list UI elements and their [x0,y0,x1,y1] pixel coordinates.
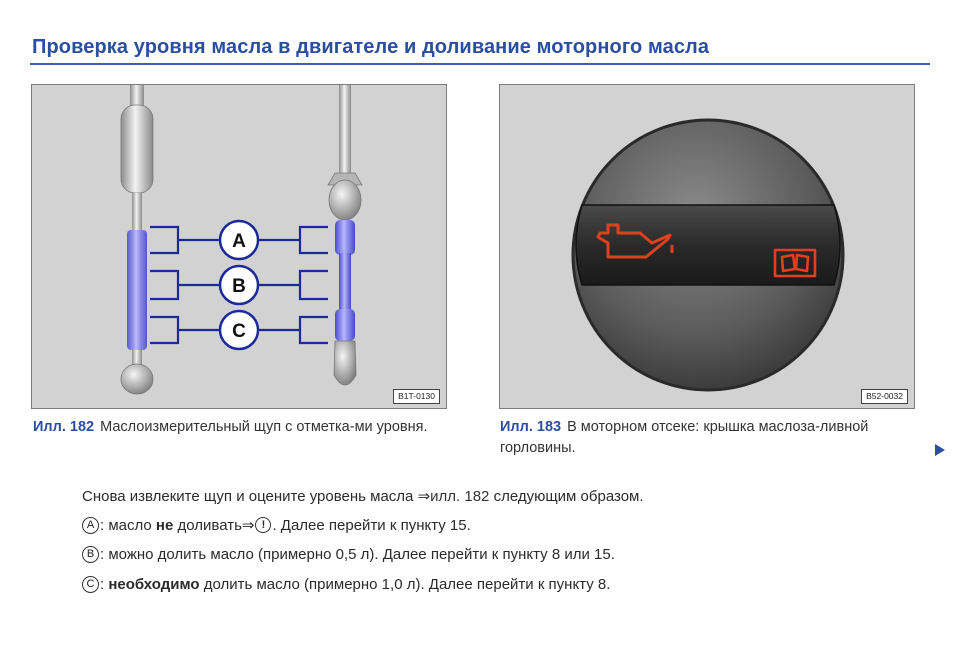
item-c-bold: необходимо [108,576,200,593]
continue-arrow-icon [935,444,945,456]
instruction-item-b [82,546,615,563]
intro-text: Снова извлеките щуп и оцените уровень масла [82,488,418,505]
figure-183-caption [500,417,930,459]
reference-arrow-icon: ⇒ [417,488,431,505]
instruction-item-a [82,516,471,534]
oil-cap-illustration [500,85,915,409]
figure-182-number: Илл. 182 [33,419,95,435]
title-underline [30,63,930,65]
item-c-text: долить масло (примерно 1,0 л). Далее перейти к пункту 8. [199,576,611,593]
mark-b-badge: B [82,546,99,563]
item-a-text-2: доливать [173,516,242,534]
right-dipstick [328,85,362,385]
reference-arrow-icon: ⇒ [241,517,255,534]
level-mark-c-label: C [232,321,246,342]
item-a-text: : масло [100,516,156,534]
instruction-item-c [82,576,610,593]
warning-icon[interactable]: ! [255,517,271,533]
item-a-bold: не [155,516,174,534]
mark-c-badge: C [82,576,99,593]
dipstick-illustration [32,85,447,409]
item-c-separator: : [100,576,109,593]
figure-oil-cap [499,84,915,409]
right-level-brackets [258,227,328,343]
level-mark-a-label: A [232,231,246,252]
cap-grip [576,205,840,285]
figure-182-caption-text: Маслоизмерительный щуп с отметка-ми уровня. [100,419,428,435]
figure-182-caption [33,417,458,438]
mark-a-badge: A [82,517,99,534]
figure-code: B1T-0130 [393,389,440,404]
item-a-tail: . Далее перейти к пункту 15. [272,516,471,534]
figure-code: B52-0032 [861,389,908,404]
left-dipstick [121,85,153,394]
figure-reference-link[interactable]: илл. 182 [430,488,490,505]
left-level-brackets [150,227,220,343]
figure-183-number: Илл. 183 [500,419,562,435]
instruction-intro [82,487,644,505]
figure-dipstick [31,84,447,409]
item-b-text: : можно долить масло (примерно 0,5 л). Далее перейти к пункту 8 или 15. [100,546,615,563]
figure-183-caption-text: В моторном отсеке: крышка маслоза-ливной горловины. [500,419,869,456]
intro-text-end: следующим образом. [489,488,644,505]
page-title: Проверка уровня масла в двигателе и доливание моторного масла [32,36,710,58]
left-dipstick-level-zone [127,230,147,350]
level-mark-b-label: B [232,276,246,297]
